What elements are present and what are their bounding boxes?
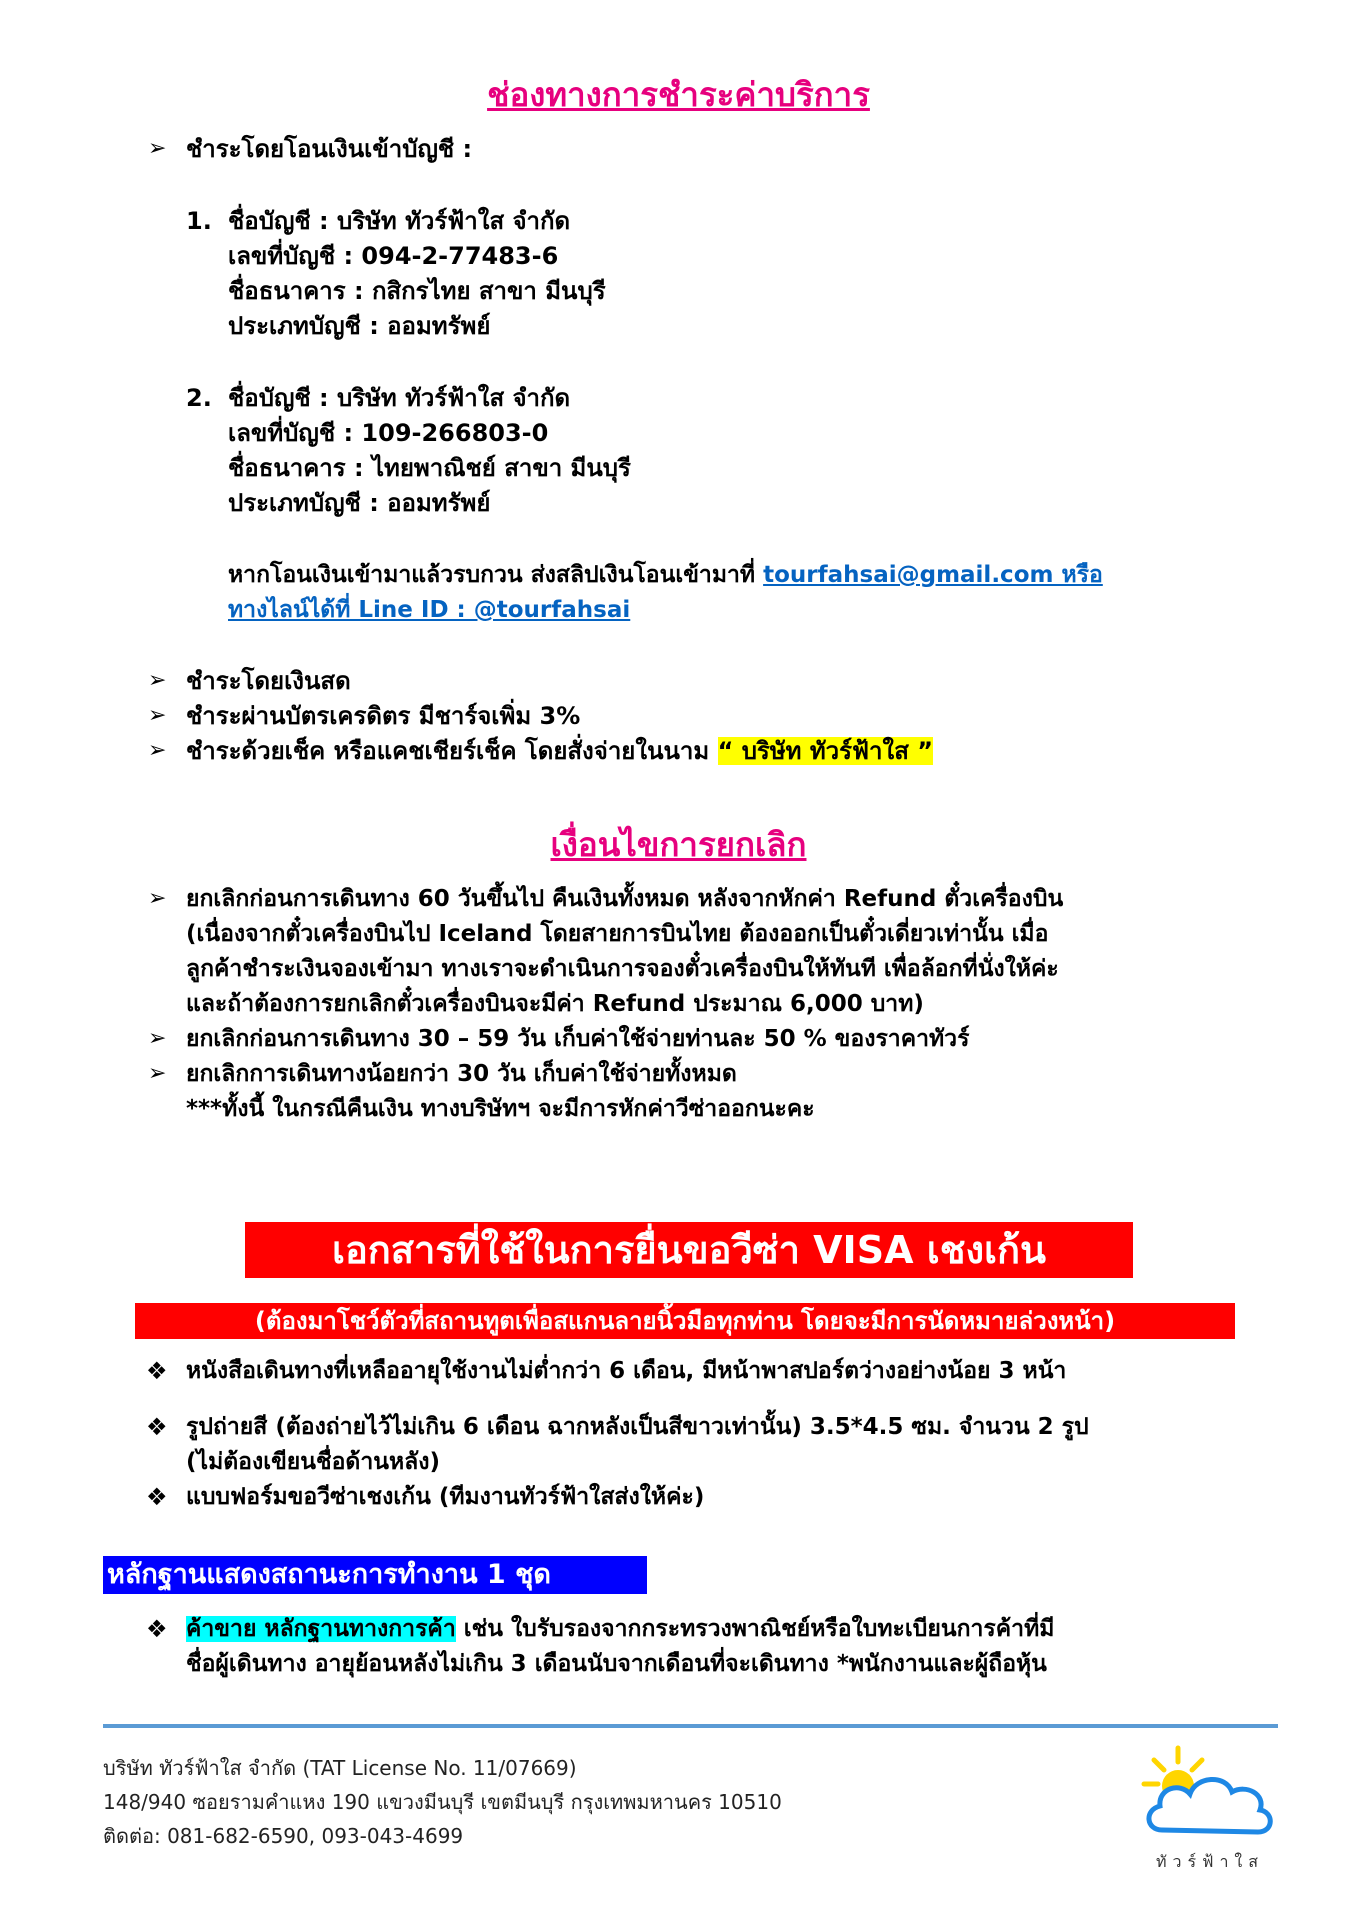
visa-item-3: แบบฟอร์มขอวีซ่าเชงเก้น (ทีมงานทัวร์ฟ้าใสส่งให้ค่ะ) (186, 1484, 705, 1510)
account-2-name: ชื่อบัญชี : บริษัท ทัวร์ฟ้าใส จำกัด (228, 384, 571, 412)
card-option: ชำระผ่านบัตรเครดิตร มีชาร์จเพิ่ม 3% (186, 702, 581, 730)
account-1-type: ประเภทบัญชี : ออมทรัพย์ (228, 312, 491, 340)
diamond-bullet-icon: ❖ (146, 1483, 168, 1511)
company-logo (1140, 1740, 1280, 1870)
visa-item-1: หนังสือเดินทางที่เหลืออายุใช้งานไม่ต่ำกว่า 6 เดือน, มีหน้าพาสปอร์ตว่างอย่างน้อย 3 หน้า (186, 1358, 1067, 1384)
cancel-item-1-line-2: (เนื่องจากตั๋วเครื่องบินไป Iceland โดยสายการบินไทย ต้องออกเป็นตั๋วเดี่ยวเท่านั้น เมื่อ (186, 921, 1049, 947)
payment-title: ช่องทางการชำระค่าบริการ (487, 75, 870, 114)
account-1-name: ชื่อบัญชี : บริษัท ทัวร์ฟ้าใส จำกัด (228, 207, 571, 235)
email-link[interactable]: tourfahsai@gmail.com หรือ (763, 562, 1103, 588)
diamond-bullet-icon: ❖ (146, 1357, 168, 1385)
account-2-num: 2. (186, 384, 212, 412)
footer-divider (103, 1724, 1278, 1728)
footer-company: บริษัท ทัวร์ฟ้าใส จำกัด (TAT License No. 11/07669) (103, 1756, 577, 1780)
arrow-bullet-icon: ➢ (148, 136, 167, 161)
visa-title: เอกสารที่ใช้ในการยื่นขอวีซ่า VISA เชงเก้น (245, 1222, 1133, 1278)
cheque-option (186, 736, 933, 766)
diamond-bullet-icon: ❖ (146, 1615, 168, 1643)
employment-highlight: ค้าขาย หลักฐานทางการค้า (186, 1616, 456, 1642)
slip-instruction (228, 560, 1103, 590)
cheque-text: ชำระด้วยเช็ค หรือแคชเชียร์เช็ค โดยสั่งจ่ายในนาม (186, 737, 718, 765)
cancel-item-1-line-3: ลูกค้าชำระเงินจองเข้ามา ทางเราจะดำเนินการจองตั๋วเครื่องบินให้ทันที เพื่อล้อกที่นั่งให้ค่ะ (186, 956, 1059, 982)
cheque-payee: “ บริษัท ทัวร์ฟ้าใส ” (717, 737, 933, 765)
account-2-number: เลขที่บัญชี : 109-266803-0 (228, 419, 549, 447)
visa-subtitle: (ต้องมาโชว์ตัวที่สถานทูตเพื่อสแกนลายนิ้วมือทุกท่าน โดยจะมีการนัดหมายล่วงหน้า) (135, 1303, 1235, 1339)
account-1-bank: ชื่อธนาคาร : กสิกรไทย สาขา มีนบุรี (228, 277, 606, 305)
cash-option: ชำระโดยเงินสด (186, 667, 351, 695)
arrow-bullet-icon: ➢ (148, 668, 167, 693)
arrow-bullet-icon: ➢ (148, 703, 167, 728)
employment-title: หลักฐานแสดงสถานะการทำงาน 1 ชุด (103, 1556, 647, 1594)
cancel-note: ***ทั้งนี้ ในกรณีคืนเงิน ทางบริษัทฯ จะมีการหักค่าวีซ่าออกนะคะ (186, 1096, 815, 1122)
cancel-item-1-line-4: และถ้าต้องการยกเลิกตั๋วเครื่องบินจะมีค่า Refund ประมาณ 6,000 บาท) (186, 991, 924, 1017)
visa-item-2-line-1: รูปถ่ายสี (ต้องถ่ายไว้ไม่เกิน 6 เดือน ฉากหลังเป็นสีขาวเท่านั้น) 3.5*4.5 ซม. จำนวน 2 รูป (186, 1414, 1089, 1440)
account-1-num: 1. (186, 207, 212, 235)
arrow-bullet-icon: ➢ (148, 738, 167, 763)
account-1-number: เลขที่บัญชี : 094-2-77483-6 (228, 242, 559, 270)
arrow-bullet-icon: ➢ (148, 1026, 167, 1051)
line-id-link[interactable]: ทางไลน์ได้ที่ Line ID : @tourfahsai (228, 597, 631, 623)
cancel-item-2: ยกเลิกก่อนการเดินทาง 30 – 59 วัน เก็บค่าใช้จ่ายท่านละ 50 % ของราคาทัวร์ (186, 1026, 970, 1052)
footer-contact: ติดต่อ: 081-682-6590, 093-043-4699 (103, 1824, 464, 1848)
cancel-item-1-line-1: ยกเลิกก่อนการเดินทาง 60 วันขึ้นไป คืนเงินทั้งหมด หลังจากหักค่า Refund ตั๋วเครื่องบิน (186, 886, 1064, 912)
visa-item-2-line-2: (ไม่ต้องเขียนชื่อด้านหลัง) (186, 1449, 440, 1475)
diamond-bullet-icon: ❖ (146, 1413, 168, 1441)
employment-item-1-line-2: ชื่อผู้เดินทาง อายุย้อนหลังไม่เกิน 3 เดือนนับจากเดือนที่จะเดินทาง *พนักงานและผู้ถือหุ้น (186, 1651, 1047, 1677)
account-2-bank: ชื่อธนาคาร : ไทยพาณิชย์ สาขา มีนบุรี (228, 454, 631, 482)
arrow-bullet-icon: ➢ (148, 886, 167, 911)
arrow-bullet-icon: ➢ (148, 1061, 167, 1086)
cancel-title: เงื่อนไขการยกเลิก (550, 825, 807, 864)
transfer-heading: ชำระโดยโอนเงินเข้าบัญชี : (186, 135, 473, 163)
employment-item-1 (186, 1614, 1054, 1644)
sun-cloud-icon (1140, 1740, 1280, 1850)
employment-item-1-rest: เช่น ใบรับรองจากกระทรวงพาณิชย์หรือใบทะเบียนการค้าที่มี (455, 1616, 1055, 1642)
logo-text: ทัวร์ฟ้าใส (1155, 1852, 1264, 1871)
cancel-item-3: ยกเลิกการเดินทางน้อยกว่า 30 วัน เก็บค่าใช้จ่ายทั้งหมด (186, 1061, 737, 1087)
slip-text: หากโอนเงินเข้ามาแล้วรบกวน ส่งสลิปเงินโอนเข้ามาที่ (228, 562, 764, 588)
footer-address: 148/940 ซอยรามคำแหง 190 แขวงมีนบุรี เขตมีนบุรี กรุงเทพมหานคร 10510 (103, 1790, 782, 1814)
account-2-type: ประเภทบัญชี : ออมทรัพย์ (228, 489, 491, 517)
